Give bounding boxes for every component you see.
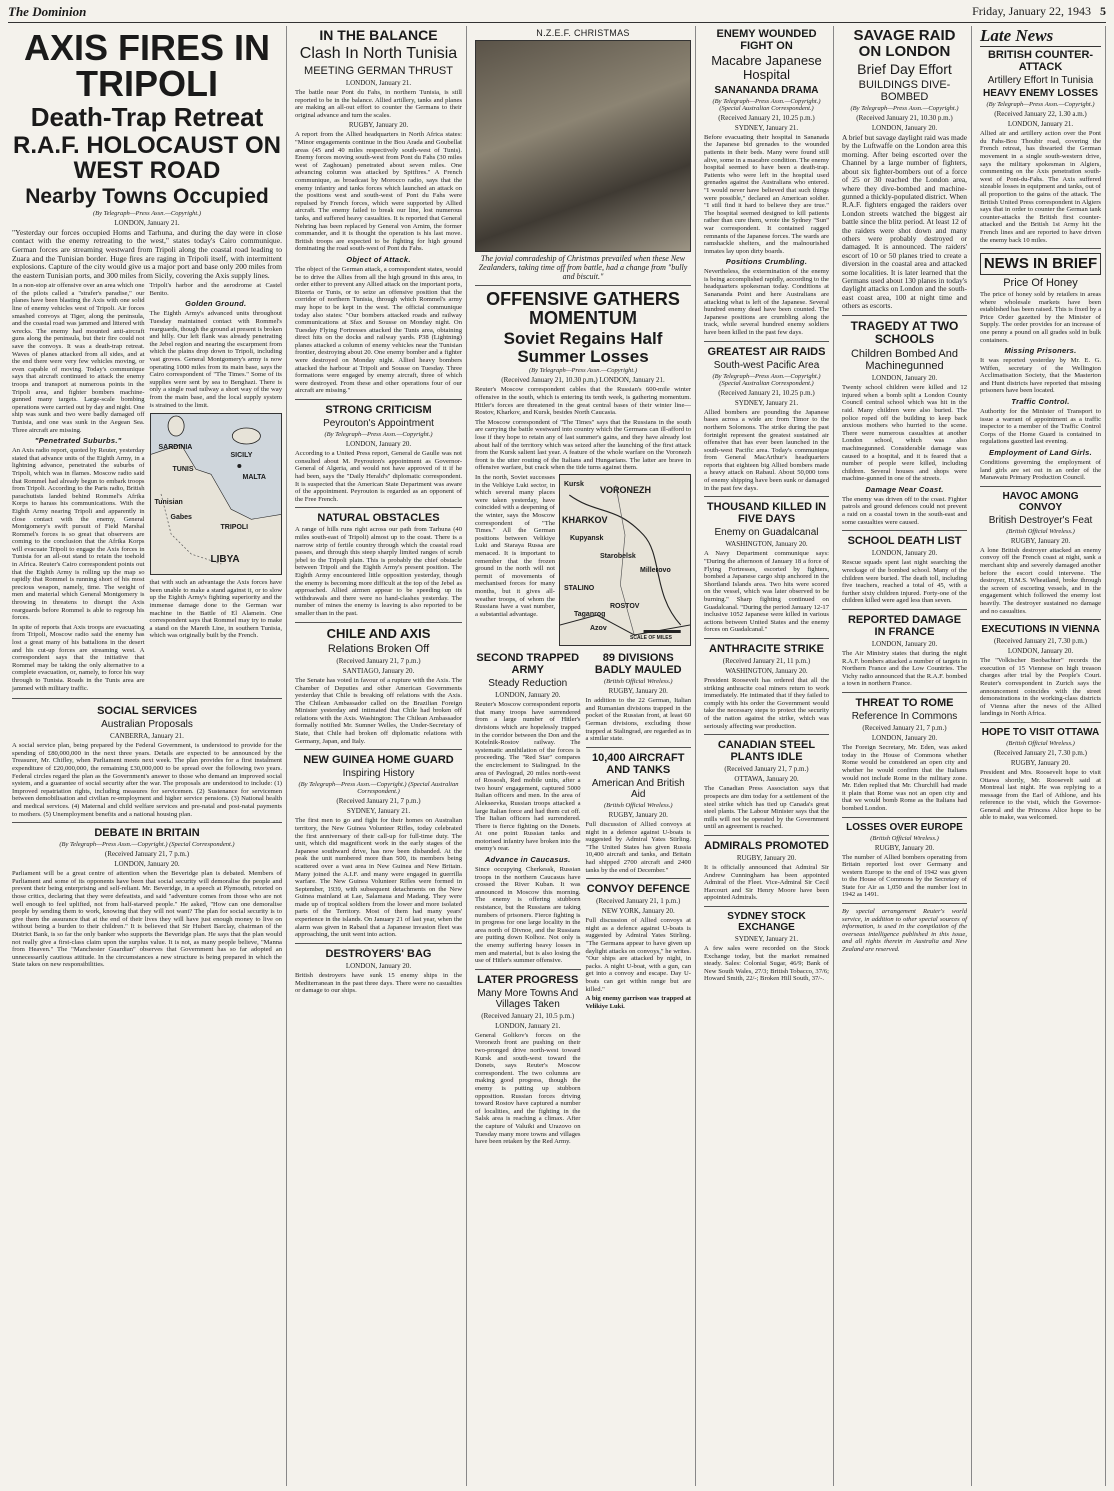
col3-lower-left xyxy=(475,650,581,1148)
anthracite-headline: ANTHRACITE STRIKE xyxy=(709,642,824,655)
havoc-text: A lone British destroyer attacked an enemy convoy off the French coast at night, sank a merchant ship and severely damaged another before the escort could intervene. The destroyer, H.M.S. Wheatland, broke through the screen of escorting vessels, and in the engagement which followed the enemy lost heavily. The destroyer sustained no damage and no casualties. xyxy=(980,546,1101,615)
map-label-kupyansk: Kupyansk xyxy=(570,535,604,542)
map-label-gabes: Gabes xyxy=(170,514,192,522)
debate-dateline: LONDON, January 20. xyxy=(114,860,180,869)
map-label-taganrog: Taganrog xyxy=(574,611,606,618)
brief-subhead: Price Of Honey xyxy=(1003,276,1078,289)
divider xyxy=(842,530,967,531)
lead-dateline: LONDON, January 21. xyxy=(114,218,180,227)
progress-received: (Received January 21, 10.5 p.m.) xyxy=(481,1011,575,1020)
lead-columns xyxy=(12,282,282,694)
brief-text-2: It was reported yesterday by Mr. E. G. Wiffen, secretary of the Wellington Acclimatisation Society, that the Masterton and Hunt districts have reported that missing prisoners have been located. xyxy=(980,357,1101,395)
lead-sub-b: Golden Ground. xyxy=(185,299,247,309)
column-3 xyxy=(471,26,696,1486)
stock-dateline: SYDNEY, January 21. xyxy=(734,935,799,944)
progress-text: General Golikov's forces on the Voronezh front are pushing on their two-pronged drive north-west toward Kursk and south-west toward the Donets, says Reuter's Moscow correspondent. The two columns are making good progress, though the enemy is putting up stubborn opposition. Russian forces driving toward Rostov have captured a number of localities, and the fighting in the Salsk area is reaching a climax. After the capture of Valuiki and Urazovo on Tuesday many more towns and villages have been retaken by the Red Army. xyxy=(475,1031,581,1146)
counter-attack-subhead-2: HEAVY ENEMY LOSSES xyxy=(982,88,1099,100)
savage-subhead: Brief Day Effort xyxy=(857,60,952,77)
map-label-libya: LIBYA xyxy=(210,554,240,566)
column-6 xyxy=(976,26,1106,1486)
rome-text: The Foreign Secretary, Mr. Eden, was asked today in the House of Commons whether Rome would be considered an open city and whether he would confirm that the Italians would not include Rome in the military zone. Mr. Eden replied that Mr. Churchill had made it plain that Rome was not an open city and that we would bomb Rome as the Italians had bombed London. xyxy=(842,744,967,812)
divisions-headline: 89 DIVISIONS BADLY MAULED xyxy=(594,652,682,677)
raids-headline: GREATEST AIR RAIDS xyxy=(707,345,826,358)
criticism-subhead: Peyrouton's Appointment xyxy=(323,418,434,430)
guinea-received: (Received January 21, 7 p.m.) xyxy=(336,797,421,806)
divider xyxy=(704,734,829,735)
column-5 xyxy=(838,26,972,1486)
counter-attack-dateline: LONDON, January 21. xyxy=(1007,120,1074,129)
counter-attack-headline: BRITISH COUNTER-ATTACK xyxy=(987,49,1094,74)
offensive-text-b: The Moscow correspondent of "The Times" says that the Russians in the south are carrying the battle westward into country which the Germans can ill-afford to lose if they hope to retain any of last summer's gains, and they have already lost about half of the territory which was seized after the launching of the first attack from the Kursk salient last year. A feature of the whole warfare on the Voronezh front is the utter routing of the Italians and Hungarians. The latter are brave in offensive warfare, but crack when the tide turns against them. xyxy=(475,418,691,472)
map-label-azov: Azov xyxy=(590,625,607,632)
balance-text-b: A report from the Allied headquarters in North Africa states: "Minor engagements continue in the Bou Arada and Goubellat areas (45 and 40 miles respectively south-west of Tunis). Enemy forces moving south-west from Pont du Fahs (30 miles west of Zaghouan) penetrated about seven miles. One advancing column was attacked by Spitfires." A French communique, as broadcast by Morocco radio, says that the enemy infantry and tanks forces which launched an attack on the positions west and south-west of Pont du Fahs were repulsed by French forces, which were supported by Allied aircraft. The enemy failed to break our line, lost numerous tanks, and suffered heavy casualties. It is reported that General Nehring has been replaced by General von Arnim, the former commander, and it is thought the operation is his last move. British troops are expected to be fighting for high ground dominating the road south-west of Pont du Fahs. xyxy=(295,131,462,253)
losses-dateline: RUGBY, January 20. xyxy=(874,843,935,852)
vienna-text: The "Volkischer Beobachter" records the execution of 15 Viennese on high treason charges after trial by the People's Court. Reuter's correspondent in Zurich says the announcement coincides with the street demonstrations in the working-class districts of Vienna after the news of the Allied landings in North Africa. xyxy=(980,657,1101,718)
guinea-text: The first men to go and fight for their homes on Australian territory, the New Guinea Volunteer Rifles, today celebrated the first anniversary of their call-up for full-time duty. The unit, which did magnificent work in the early stages of the Japanese southward drive, has now been disbanded. At the peak the unit numbered more than 500, its members being scattered over a vast area in New Guinea and New Britain. Many joined the A.I.F. and many were engaged in guerrilla warfare. The New Guinea Volunteer Rifles were formed in September, 1939, with subsequent detachments on the New Guinea mainland at Lae, Salamaua and Madang. They were made up of tropical soldiers from the lower and more isolated parts of the Territory. Most of them had many years' experience in the islands. On January 21 of last year, when the alarm was given in Rabaul that a Japanese invasion fleet was approaching, the unit went into action. xyxy=(295,817,462,939)
raids-dateline: SYDNEY, January 21. xyxy=(734,398,799,407)
map-label-rostov: ROSTOV xyxy=(610,603,640,610)
wounded-credit: (By Telegraph—Press Assn.—Copyright.) (Special Australian Correspondent.) xyxy=(712,97,821,112)
divider xyxy=(586,878,692,879)
lead-subhead-1: Death-Trap Retreat xyxy=(30,102,264,132)
offensive-column-left xyxy=(475,474,555,646)
russia-map-lines xyxy=(560,475,690,645)
divider xyxy=(12,822,282,823)
balance-subhead: MEETING GERMAN THRUST xyxy=(304,64,453,77)
second-army-subhead: Steady Reduction xyxy=(488,678,568,690)
balance-dateline: LONDON, January 21. xyxy=(345,79,412,88)
divider xyxy=(704,341,829,342)
death-list-headline: SCHOOL DEATH LIST xyxy=(847,535,962,548)
thousand-text: A Navy Department communique says: "During the afternoon of January 18 a force of Flying Fortresses, escorted by fighters, bombed a Japanese cargo ship anchored in the Shortland Islands area. Two hits were scored on the vessel, which was later observed to be burning." Sharp fighting continued on Guadalcanal. "During the period January 12-17 inclusive 1052 Japanese were killed in various actions between United States and the enemy forces on Guadalcanal." xyxy=(704,550,830,634)
divider xyxy=(295,943,462,944)
divisions-text: In addition to the 22 German, Italian and Rumanian divisions trapped in the pocket of the Russian front, at least 60 German divisions, excluding those trapped at Stalingrad, are regarded as in a similar state. xyxy=(585,697,691,743)
vienna-dateline: LONDON, January 20. xyxy=(1007,647,1074,656)
divider xyxy=(980,486,1101,487)
divisions-credit: (British Official Wireless.) xyxy=(603,678,673,686)
lead-subhead-2: R.A.F. HOLOCAUST ON WEST ROAD xyxy=(13,132,281,185)
tripoli-map xyxy=(150,413,283,575)
criticism-dateline: LONDON, January 20. xyxy=(345,440,412,449)
divider xyxy=(980,248,1101,249)
lead-column-right xyxy=(150,282,283,694)
brief-sub-4: Employment of Land Girls. xyxy=(989,448,1092,458)
ottawa-credit: (British Official Wireless.) xyxy=(1006,739,1075,747)
death-list-dateline: LONDON, January 20. xyxy=(871,549,938,558)
column-4 xyxy=(700,26,834,1486)
divider xyxy=(12,698,282,699)
ottawa-dateline: RUGBY, January 20. xyxy=(1010,758,1071,767)
brief-text: The price of honey sold by retailers in areas where wholesale markets have been established has been raised. This is fixed by a Price Order gazetted by the Minister of Supply. The order provides for an increase of one penny a pound on all grades sold in bulk containers. xyxy=(980,290,1101,344)
offensive-columns xyxy=(475,474,691,646)
map-label-sicily: SICILY xyxy=(230,452,253,460)
steel-text: The Canadian Press Association says that prospects are dim today for a settlement of the steel strike which has tied up Canada's great steel plants. The Labour Minister says that the mills will not be operated by the Government until an agreement is reached. xyxy=(704,785,829,831)
chile-headline: CHILE AND AXIS xyxy=(326,625,431,641)
chile-subhead: Relations Broken Off xyxy=(327,642,430,655)
paper-name: The Dominion xyxy=(8,4,87,19)
divider xyxy=(295,507,462,508)
mopping-sub: Positions Crumbling. xyxy=(725,257,808,267)
social-headline: SOCIAL SERVICES xyxy=(97,705,197,718)
steel-dateline: OTTAWA, January 20. xyxy=(734,775,799,784)
progress-dateline: LONDON, January 21. xyxy=(495,1021,561,1030)
lead-text-b: An Axis radio report, quoted by Reuter, yesterday stated that advance units of the Eighth Army, in a lightning advance, penetrated the suburbs of Tripoli, which was in flames. Moscow radio said that Rommel had already begun to embark troops from Tripoli. According to the Paris radio, British parachutists landed behind Rommel's Afrika Korps to harass his communications. With the Eighth Army nearing Tripoli and apparently in close contact with the enemy, General Montgomery's swift pursuit of Field Marshal Rommel's forces is so great that observers are coming to the conclusion that the Afrika Korps will evacuate Tripoli to engage the Axis forces in Tunisia for an all-out stand to retain the toehold in Africa. Reuter's Cairo correspondent points out that the Eighth Army is rolling up the map so rapidly that Rommel is running short of his most precious weapon, namely, time. The weight of men and material which General Montgomery is throwing in threatens to disrupt the Axis rearguards before Rommel is able to regroup his forces. xyxy=(12,447,145,622)
ottawa-text: President and Mrs. Roosevelt hope to visit Ottawa shortly, Mr. Roosevelt said at Montreal last night. He was replying to a message from the Earl of Athlone, and his reference to the visit, which the Governor-General and the Princess Alice hope to be able to make, was welcomed. xyxy=(980,768,1101,822)
thousand-headline: THOUSAND KILLED IN FIVE DAYS xyxy=(706,501,827,526)
offensive-credit: (By Telegraph—Press Assn.—Copyright.) xyxy=(528,367,638,375)
ottawa-received: (Received January 21, 7.30 p.m.) xyxy=(994,748,1087,757)
guinea-dateline: SYDNEY, January 21. xyxy=(346,807,411,816)
column-1 xyxy=(8,26,287,1486)
second-army-text: Reuter's Moscow correspondent reports that many troops have surrendered from a large number of Hitler's divisions which are hopelessly trapped in the corridor between the Don and the Kotelnik-Rostov railway. The systematic annihilation of the forces is proceeding. The "Red Star" compares the encirclement to Stalingrad. In the area of Pavlograd, 20 miles north-west of Rossosh, Red mobile units, after a two hours' engagement, captured 5000 Italian officers and men. In the area of Alekseevka, Russian troops attacked a large Italian force and had them cut off. The Italian officers had surrendered. There is fierce fighting on the Donets. At one point Russian tanks and motorised infantry have broken into the enemy's rear. xyxy=(475,701,581,853)
guinea-subhead: Inspiring History xyxy=(342,768,415,780)
map-label-kursk: Kursk xyxy=(564,481,584,488)
thousand-subhead: Enemy on Guadalcanal xyxy=(714,527,819,539)
losses-headline: LOSSES OVER EUROPE xyxy=(846,821,963,833)
second-army-headline: SECOND TRAPPED ARMY xyxy=(476,652,580,677)
admirals-text: It is officially announced that Admiral Sir Andrew Cunningham has been appointed Admiral of the Fleet. Vice-Admiral Sir Cecil Harcourt and Sir Henry Moore have been appointed Admirals. xyxy=(704,864,829,902)
losses-text: The number of Allied bombers operating from Britain reported lost over Germany and western Europe to the end of 1942 was given to the House of Commons by the Secretary of State for Air as 1,050 and the number lost in 1942 as 1491. xyxy=(842,853,967,899)
wounded-text: Before evacuating their hospital in Sananada the Japanese bid grenades to the wounded patients in their beds. Many were found still alive, some in a macabre condition. The enemy hospital seemed to have been a death-trap. Patients who were left in the hospital used grenades against the Australians who entered. "I would never have believed that such things were possible," declared an American soldier. "I still find it hard to believe they are true." The hospital seemed designed to kill patients rather than cure them, wrote the Sydney "Sun" war correspondent. It contained ragged remnants of the Japanese forces. The wards are ramshackle shelters, and the malnourished inmates lay upon dirty boards. xyxy=(704,133,829,255)
wounded-headline: Macabre Japanese Hospital xyxy=(711,53,822,83)
advance-sub: Advance in Caucasus. xyxy=(484,855,571,865)
vienna-headline: EXECUTIONS IN VIENNA xyxy=(981,624,1100,636)
raids-text: Allied bombers are pounding the Japanese bases across a wide arc from Timor to the northern Solomons. The strike during the past fortnight represent the greatest sustained air offensive that has ever been launched in the south-west Pacific area. Today's communique from General MacArthur's headquarters reports that eighteen big Allied bombers made a heavy attack on Rabaul. About 50,000 tons of enemy shipping have been sunk or damaged in the past few days. xyxy=(704,408,829,492)
lead-text-d: The Eighth Army's advanced units throughout Tuesday maintained contact with Rommel's rearguards, though the ground at present is broken and hilly. Our left flank was already penetrating the Jebel region and nearing the escarpment from which the plains drop down to Tripoli, including vast groves. General Montgomery's army is now operating 1000 miles from its main base, says the Cairo correspondent of "The Times." Some of its supplies were sent by sea to Benghazi. There is only a single road railway a short way of the way from the main base, and the local supply system is strained to the limit. xyxy=(149,310,282,409)
map-label-stalino: STALINO xyxy=(564,585,595,592)
chile-dateline: SANTIAGO, January 20. xyxy=(342,666,415,675)
savage-received: (Received January 21, 10.30 p.m.) xyxy=(856,114,953,123)
chile-text: The Senate has voted in favour of a rupture with the Axis. The Chamber of Deputies and other American Governments yesterday that Chile is breaking off relations with the Axis. The Chilean Ambassador called on the Brazilian Foreign Minister yesterday and intimated that Chile had broken off relations with the Axis. Washington: The Chilean Ambassador formally notified Mr. Sumner Welles, the Under-Secretary of State, that Chile had broken off diplomatic relations with Germany, Japan, and Italy. xyxy=(295,676,462,745)
havoc-subhead: British Destroyer's Feat xyxy=(988,514,1093,526)
lead-headline: AXIS FIRES IN TRIPOLI xyxy=(23,27,271,104)
anthracite-dateline: WASHINGTON, January 20. xyxy=(725,667,808,676)
debate-credit: (By Telegraph—Press Assn.—Copyright.) (Special Correspondent.) xyxy=(59,841,235,849)
wounded-dateline: SYDNEY, January 21. xyxy=(734,123,799,132)
destroyers-text: British destroyers have sunk 15 enemy ships in the Mediterranean in the past three days. There were no casualties or damage to our ships. xyxy=(295,971,462,995)
divider xyxy=(295,622,462,623)
debate-received: (Received January 21, 7 p.m.) xyxy=(104,850,190,859)
brief-text-3: Authority for the Minister of Transport to issue a warrant of appointment as a traffic inspector to a member of the Traffic Control Corps of the Home Guard is contained in regulations gazetted last evening. xyxy=(980,408,1101,446)
tragedy-headline: TRAGEDY AT TWO SCHOOLS xyxy=(850,318,959,346)
issue-date: Friday, January 22, 1943 5 xyxy=(972,4,1106,18)
tripoli-map-coastline xyxy=(151,414,282,574)
brief-sub-3: Traffic Control. xyxy=(1011,397,1070,407)
wounded-kicker: ENEMY WOUNDED FIGHT ON xyxy=(716,28,817,53)
raids-received: (Received January 21, 10.25 p.m.) xyxy=(718,388,815,397)
offensive-subhead: Soviet Regains Half Summer Losses xyxy=(503,328,663,366)
tragedy-subhead: Children Bombed And Machinegunned xyxy=(850,347,958,373)
aircraft-headline: 10,400 AIRCRAFT AND TANKS xyxy=(591,751,685,776)
map-label-malta: MALTA xyxy=(242,474,266,482)
france-headline: REPORTED DAMAGE IN FRANCE xyxy=(847,613,962,639)
divider xyxy=(475,285,691,286)
wounded-received: (Received January 21, 10.25 p.m.) xyxy=(718,113,815,122)
column-2 xyxy=(291,26,467,1486)
anthracite-text: President Roosevelt has ordered that all the striking anthracite coal miners return to work immediately. He intimated that if they failed to comply with his order the Government would take the necessary steps to protect the security of the nation against the strike, which was seriously affecting war production. xyxy=(704,677,829,730)
savage-headline: SAVAGE RAID ON LONDON xyxy=(853,27,956,60)
tragedy-text: Twenty school children were killed and 12 injured when a bomb split a London County Council central school which was hit in the raid. Many children were also buried. The police roped off the building to keep back anxious mothers who hurried to the scene. There were numerous casualties at another London school, which was also machinegunned. Considerable damage was caused to a hospital, and it is feared that a number of people were killed, including children. Several houses and shops were machine-gunned in one of the streets. xyxy=(842,384,967,483)
divider xyxy=(704,496,829,497)
col3-lower-right xyxy=(586,650,692,1148)
convoy-headline: CONVOY DEFENCE xyxy=(586,883,690,896)
divider xyxy=(295,399,462,400)
france-text: The Air Ministry states that during the night R.A.F. bombers attacked a number of targets in Northern France and the Low Countries. The Vichy radio announced that the R.A.F. bombed a town in northern France. xyxy=(842,650,967,688)
tragedy-dateline: LONDON, January 20. xyxy=(871,374,938,383)
divider xyxy=(842,692,967,693)
divider xyxy=(704,835,829,836)
divider xyxy=(295,749,462,750)
divider xyxy=(842,315,967,316)
destroyers-dateline: LONDON, January 20. xyxy=(345,961,412,970)
offensive-text-c: In the north, Soviet successes in the Velikiye Luki sector, in which several many places were taken yesterday, have coincided with a deepening of the winter, says the Moscow correspondent of "The Times." All the German positions between Velikiye Luki and Staraya Russa are menaced. It is important to remember that the frozen ground in the north will not permit of movements of mechanised forces for many months, but it gives all-weather troops, of whom the Russians have a vast number, a substantial advantage. xyxy=(475,474,555,618)
offensive-received: (Received January 21, 10.30 p.m.) LONDON, January 21. xyxy=(501,376,665,385)
rome-headline: THREAT TO ROME xyxy=(855,697,954,710)
map-label-starobelsk: Starobelsk xyxy=(600,553,636,560)
photo-kicker: N.Z.E.F. CHRISTMAS xyxy=(536,28,630,38)
mopping-text: Nevertheless, the extermination of the enemy is being accomplished rapidly, according to the headquarters spokesman today. Conditions at Sanananda Point and here Australians are attacking what is left of the Japanese. Several hundred enemy dead have been counted. The Japanese positions are crumbling along the track, while several hundred enemy soldiers have been killed in the past few days. xyxy=(704,268,829,337)
aircraft-subhead: American And British Aid xyxy=(591,777,685,800)
death-list-text: Rescue squads spent last night searching the wreckage of the bombed school. Many of the children were buried. The death toll, including five teachers, reached a total of 45, with a further sixty children injured. Forty-one of the children killed were aged less than seven. xyxy=(842,559,967,605)
russia-front-map xyxy=(559,474,691,646)
brief-text-4: Conditions governing the employment of land girls are set out in an order of the Manawatu Primary Production Council. xyxy=(980,459,1101,482)
map-label-tunis: TUNIS xyxy=(172,466,194,474)
anthracite-received: (Received January 21, 11 p.m.) xyxy=(722,657,811,666)
savage-subhead-2: BUILDINGS DIVE-BOMBED xyxy=(858,78,951,103)
convoy-kicker: A big enemy garrison was trapped at Velikiye Luki. xyxy=(585,995,691,1010)
steel-received: (Received January 21, 7 p.m.) xyxy=(724,765,809,774)
progress-subhead: Many More Towns And Villages Taken xyxy=(477,987,579,1010)
vienna-received: (Received January 21, 7.30 p.m.) xyxy=(994,637,1087,646)
divider xyxy=(842,609,967,610)
counter-attack-text: Allied air and artillery action over the Pont du Fahs-Bou Thoubir road, covering the French retreat, has thwarted the German movement in a single south-western drive, says the military spokesman in Algiers, commenting on the Axis penetration south-west of Pont-du-Fahs. The Axis suffered sizeable losses in equipment and tanks, out of all proportion to the gains of the attack. The British United Press correspondent in Algiers says that in order to counter the German tank counter-attacks the British first counter-attacked and the British 1st Army hit the French lines and are reported to have driven the enemy back 10 miles. xyxy=(980,130,1101,244)
losses-credit: (British Official Wireless.) xyxy=(870,834,939,842)
criticism-headline: STRONG CRITICISM xyxy=(325,404,432,417)
aircraft-text: Full discussion of Allied convoys at night in a defence against U-boats is suggested by Admiral Yates Stirling. "The United States has given Russia 10,400 aircraft and tanks, and Britain had shipped 2700 aircraft and 2400 tanks by the end of December." xyxy=(585,820,691,874)
raids-credit: (By Telegraph—Press Assn.—Copyright.) (Special Australian Correspondent.) xyxy=(712,372,821,387)
progress-headline: LATER PROGRESS xyxy=(477,973,579,986)
brief-sub-2: Missing Prisoners. xyxy=(1004,346,1077,356)
lead-column-left xyxy=(12,282,145,694)
map-label-sardinia: SARDINIA xyxy=(158,444,193,452)
rome-received: (Received January 21, 7 p.m.) xyxy=(862,724,947,733)
admirals-dateline: RUGBY, January 20. xyxy=(736,854,797,863)
savage-text: A brief but savage daylight raid was made by the Luftwaffe on the London area this morning. After being escorted over the Channel by a large number of fighters, about six fighter-bombers out of a force of 25 or 30 reached the London area, where they dive-bombed and machine-gunned a thickly-populated district. When R.A.F. fighters engaged the raiders over London streets watched the biggest air battle since the blitz period. At least 12 of the raiders were shot down and many others were probably destroyed or damaged. It is announced. The raiders' escort of 10 or 50 planes tried to create a diversion in the coastal area and attacked some localities. It is later learned that the Germans used about 130 planes in today's daylight attacks on London and the south-east coast area, 100 at night time and others as escorts. xyxy=(842,133,967,311)
col3-lower-columns xyxy=(475,650,691,1148)
lead-text-e: that with such an advantage the Axis forces have been unable to make a stand against it, or to slow up the Eighth Army's fighting superiority and the immense damage done to the German war machine in the Battle of El Alamein. One correspondent says that Rommel may try to make a stand on the Mareth Line, in southern Tunisia, which was originally built by the French. xyxy=(149,579,282,640)
map-label-tunisian: Tunisian xyxy=(154,499,183,507)
offensive-text-a: Reuter's Moscow correspondent cables that the Russian's 600-mile winter offensive in the south, which is entering its tenth week, is gathering momentum. Hitler's forces are threatened in the great central bases of their winter line—Rostov, Kharkov, and Kursk, besides North Caucasia. xyxy=(475,386,691,417)
debate-headline: DEBATE IN BRITAIN xyxy=(94,827,200,840)
photo-caption: The jovial comradeship of Christmas prevailed when these New Zealanders, taking time off from battle, had a change from "bully and biscuit." xyxy=(478,254,688,281)
lead-credit: (By Telegraph—Press Assn.—Copyright.) xyxy=(92,209,202,217)
guinea-credit: (By Telegraph—Press Assn.—Copyright.) (Special Australian Correspondent.) xyxy=(298,781,459,796)
admirals-headline: ADMIRALS PROMOTED xyxy=(704,839,829,852)
stock-headline: SYDNEY STOCK EXCHANGE xyxy=(727,911,806,934)
map-label-voronezh: VORONEZH xyxy=(600,485,652,495)
lead-text-c: In spite of reports that Axis troops are evacuating from Tripoli, Moscow radio said the enemy has lost a great many of his battalions in the desert and his cut-up forces are streaming west. A correspondent says that the initiative that Rommel may be taking the only alternative to a complete evacuation, or, namely, to force his way through to Tunisia. Roads in the Tunis area are jammed with military traffic. xyxy=(12,623,145,692)
divider xyxy=(704,906,829,907)
havoc-headline: HAVOC AMONG CONVOY xyxy=(1002,490,1079,513)
brief-headline: NEWS IN BRIEF xyxy=(980,253,1101,275)
balance-text-a: The battle near Pont du Fahs, in northern Tunisia, is still reported to be in the balance. Allied artillery, tanks and planes are making an all-out effort to counter the Germans to their original advance and turn the scales. xyxy=(295,89,462,119)
map-label-tripoli: TRIPOLI xyxy=(220,524,249,532)
offensive-headline: OFFENSIVE GATHERS MOMENTUM xyxy=(486,289,680,328)
stock-text: A few sales were recorded on the Stock Exchange today, but the market remained steady. Sales: Colonial Sugar, 46/9; Bank of New South Wales, 27/3; British Tobacco, 37/6; Howard Smith, 22/-; Broken Hill South, 37/-. xyxy=(704,945,829,983)
tragedy-sub-2: Damage Near Coast. xyxy=(865,484,944,494)
balance-kicker: IN THE BALANCE xyxy=(319,27,438,43)
convoy-dateline: NEW YORK, January 20. xyxy=(601,907,675,916)
lower-left-columns xyxy=(12,703,282,971)
counter-attack-subhead: Artillery Effort In Tunisia xyxy=(987,75,1094,87)
divider xyxy=(842,903,967,904)
debate-text: Parliament will be a great centre of attention when the Beveridge plan is debated. Members of Parliament and some of its opponents have been that social security will demoralise the people and prevent their being enterprising and self-reliant. Mr. Beveridge, in a speech at Plymouth, retorted on those critics, declaring that they were defeatists, and said "adventure comes from those who are not well enough to feel uplifted, not from half-starved people." He asked, "How can one demoralise people by sending them to work, knowing that they will not want? The plan for social security is to give them the assurance that at the end of their lives they will have just enough money to live on without being a burden to their children." It is believed that Sir Hubert Barclay, chairman of the District Bank, is so far the only banker who supports the Beveridge plan. He says that the plan would not really give a first-class claim upon the surplus value. It is not, as many people believe, "Manna from Heaven." The "Manchester Guardian" observes that Government has so far adopted an unnecessarily cautious attitude. In the circumstances a new structure is being prepared in which the State takes on new responsibilities. xyxy=(12,870,282,969)
map-label-kharkov: KHARKOV xyxy=(562,515,608,525)
second-army-dateline: LONDON, January 20. xyxy=(495,691,561,700)
savage-dateline: LONDON, January 20. xyxy=(871,124,938,133)
chile-received: (Received January 21, 7 p.m.) xyxy=(336,656,421,665)
divider xyxy=(586,747,692,748)
social-services-story xyxy=(12,703,282,971)
convoy-received: (Received January 21, 1 p.m.) xyxy=(596,897,681,906)
advance-text: Since occupying Cherkessk, Russian troops in the northern Caucasus have crossed the River Kuban. It was announced in Moscow this morning. The enemy is offering stubborn resistance, but the Russians are taking numbers of prisoners. Fierce fighting is in progress for one large locality in the area north of Divnoe, and the Russians are putting down Kolhoz. Not only is the enemy suffering heavy losses in men and material, but is also losing the use of Hitler's summer offensive. xyxy=(475,866,581,965)
balance-text-c: The object of the German attack, a correspondent states, would be to drive the Allies from all the high ground in this area, in order either to prevent any Allied attack on the important ports, Bizerta or Tunis, or to seize an offensive position that the corridor of northern Tunisia, through which Rommel's army may hope to be kept in the west. The official communique today also states: "Our bombers attacked roads and railway communications at Sfax and Sousse on Monday night. On Tuesday Flying Fortresses attacked the Tunis area, obtaining direct hits on the docks and railway yards. P38 (Lightning) planes attacked a column of enemy vehicles near the Tunisian frontier, destroying about 20. One enemy bomber and a fighter were destroyed on Monday night. Allied heavy bombers attacked the harbour at Tripoli and Sousse on Tuesday. Three formations were engaged by enemy aircraft, three of which were destroyed. From these and other operations four of our aircraft are missing." xyxy=(295,265,462,395)
balance-sub-2: Object of Attack. xyxy=(346,254,411,264)
rome-dateline: LONDON, January 20. xyxy=(871,734,938,743)
raids-subhead: South-west Pacific Area xyxy=(713,359,820,371)
steel-headline: CANADIAN STEEL PLANTS IDLE xyxy=(717,739,816,764)
masthead xyxy=(8,4,1106,23)
social-text: A social service plan, being prepared by the Federal Government, is understood to provide for the spending of £80,000,000 in the next three years. Details are expected to be announced by the Treasurer, Mr. Chifley, when Parliament meets next week. The plan provides for a first instalment expenditure of £20,000,000, the remaining £30,000,000 to be spread over the following two years. Federal circles regard the plan as the Government's answer to those who demand an improved social system, and a guarantee of social security after the war. The proposals are understood to include: (1) Improved repatriation rights, including measures for servicemen. (2) Sustenance for servicemen between demobilisation and civilian re-employment and higher service pensions. (3) National health and medical services. (4) Maternal and child welfare services and pre-natal and post-natal payments to mothers. (5) Unemployment benefits and a national housing plan. xyxy=(12,742,282,818)
reuter-notice: By special arrangement Reuter's world service, in addition to other special sources of information, is used in the compilation of the overseas intelligence published in this issue, and all rights therein in Australia and New Zealand are reserved. xyxy=(842,908,967,954)
lead-sub-a: "Penetrated Suburbs." xyxy=(34,436,122,446)
map-label-millerovo: Millerovo xyxy=(640,567,671,574)
obstacles-text: A range of hills runs right across our path from Tarhuna (40 miles south-east of Tripoli) almost up to the coast. There is a narrow strip of fertile country through which the coastal road passes, and through this steep sharply limited ranges of scrub jebel to the Tripoli plain. This is probably the chief obstacle between Tripoli and the Eighth Army's present position. The Eighth Army encountered little opposition yesterday, though the enemy is becoming more difficult at the top of the Jebel as approached. Allied airmen appear to be speeding up its withdrawals and there were no hand-clashes yesterday. The number of mines the enemy is leaving is also reported to be smaller than in the past. xyxy=(295,526,462,617)
divider xyxy=(475,969,581,970)
balance-dateline-2: RUGBY, January 20. xyxy=(348,121,409,130)
lead-intro: "Yesterday our forces occupied Homs and Tarhuna, and during the day were in close contact with the enemy retreating to the west," states today's Cairo communique. German forces are streaming westward from Tripoli along the coastal road leading to Zuara and the Tunisian border. Huge fires are raging in Tripoli itself, with intermittent explosions. Capture of the city would give us a major port and base only 200 miles from the eastern Tunisian ports, and 300 miles from Sicily, covering the Axis supply lines. xyxy=(12,227,282,280)
obstacles-headline: NATURAL OBSTACLES xyxy=(317,512,440,525)
thousand-dateline: WASHINGTON, January 20. xyxy=(725,540,808,549)
havoc-dateline: RUGBY, January 20. xyxy=(1010,536,1071,545)
lead-mid-a: Tripoli's harbor and the aerodrome at Castel Benito. xyxy=(149,282,282,297)
counter-attack-received: (Received January 22, 1.30 a.m.) xyxy=(994,110,1087,119)
map-scale-label: SCALE OF MILES xyxy=(630,635,672,641)
divider xyxy=(704,638,829,639)
late-news-kicker: Late News xyxy=(980,26,1101,47)
divider xyxy=(980,722,1101,723)
social-dateline: CANBERRA, January 21. xyxy=(110,732,184,741)
wounded-subhead: SANANANDA DRAMA xyxy=(714,84,819,96)
convoy-text: Full discussion of Allied convoys at night as a defence against U-boats is suggested by Admiral Yates Stirling. "The Germans appear to have given up daylight attacks on convoys," he writes. "Our ships are attacked by night, in packs. A night U-boat, with a gun, can get into a convoy and escape. Day U-boats can get within range but are killed." xyxy=(585,917,691,993)
aircraft-credit: (British Official Wireless.) xyxy=(603,801,673,809)
lead-subhead-3: Nearby Towns Occupied xyxy=(25,184,269,208)
balance-headline: Clash In North Tunisia xyxy=(299,45,458,63)
havoc-credit: (British Official Wireless.) xyxy=(1006,527,1075,535)
criticism-credit: (By Telegraph—Press Assn.—Copyright.) xyxy=(324,431,433,439)
destroyers-headline: DESTROYERS' BAG xyxy=(325,947,432,960)
divisions-dateline: RUGBY, January 20. xyxy=(608,687,668,696)
social-subhead: Australian Proposals xyxy=(101,719,193,731)
aircraft-dateline: RUGBY, January 20. xyxy=(608,810,668,819)
rome-subhead: Reference In Commons xyxy=(851,711,958,723)
lead-text-a: In a non-stop air offensive over an area which one of the pilots called a "strafer's paradise," our planes have been blasting the Axis with one solid line of enemy vehicles west of Tripoli. Air forces smashed convoys at Tiger, along the peninsula, and the coastal road was jammed and littered with wrecks. The enemy had mounted anti-aircraft guns along the peninsula, but their fire could not save the convoys. It was a death-trap retreat. Waves of planes attacked from all sides, and at the end there were very few vehicles moving, or even capable of moving. Today's communique says that aircraft continued to attack the enemy troops and transport at numerous points in the Tripoli area, and fighter bombers machine-gunned many targets. Large-scale bombing operations were carried out by day and night. One ship was sunk and two were badly damaged off Tunisia, and one was sunk in the Aegean Sea. Three aircraft are missing. xyxy=(12,282,145,434)
christmas-photo xyxy=(475,40,691,252)
tragedy-text-2: The enemy was driven off to the coast. Fighter patrols and ground defences could not prevent a raid on a coastal town in the south-east and some casualties were caused. xyxy=(842,495,967,526)
counter-attack-credit: (By Telegraph—Press Assn.—Copyright.) xyxy=(986,101,1095,109)
ottawa-headline: HOPE TO VISIT OTTAWA xyxy=(981,726,1100,738)
page-number: 5 xyxy=(1100,4,1106,18)
guinea-headline: NEW GUINEA HOME GUARD xyxy=(303,754,454,767)
france-dateline: LONDON, January 20. xyxy=(871,640,938,649)
divider xyxy=(980,619,1101,620)
savage-credit: (By Telegraph—Press Assn.—Copyright.) xyxy=(850,105,959,113)
criticism-text: According to a United Press report, General de Gaulle was not consulted about M. Peyrouton's appointment as Governor-General of Algeria, and would not have approved of it if he had been, says the "Daily Herald's" diplomatic correspondent. It is suspected that the American State Department was aware of the appointment. Peyrouton is regarded as an opponent of the Free French. xyxy=(295,450,462,503)
divider xyxy=(842,817,967,818)
